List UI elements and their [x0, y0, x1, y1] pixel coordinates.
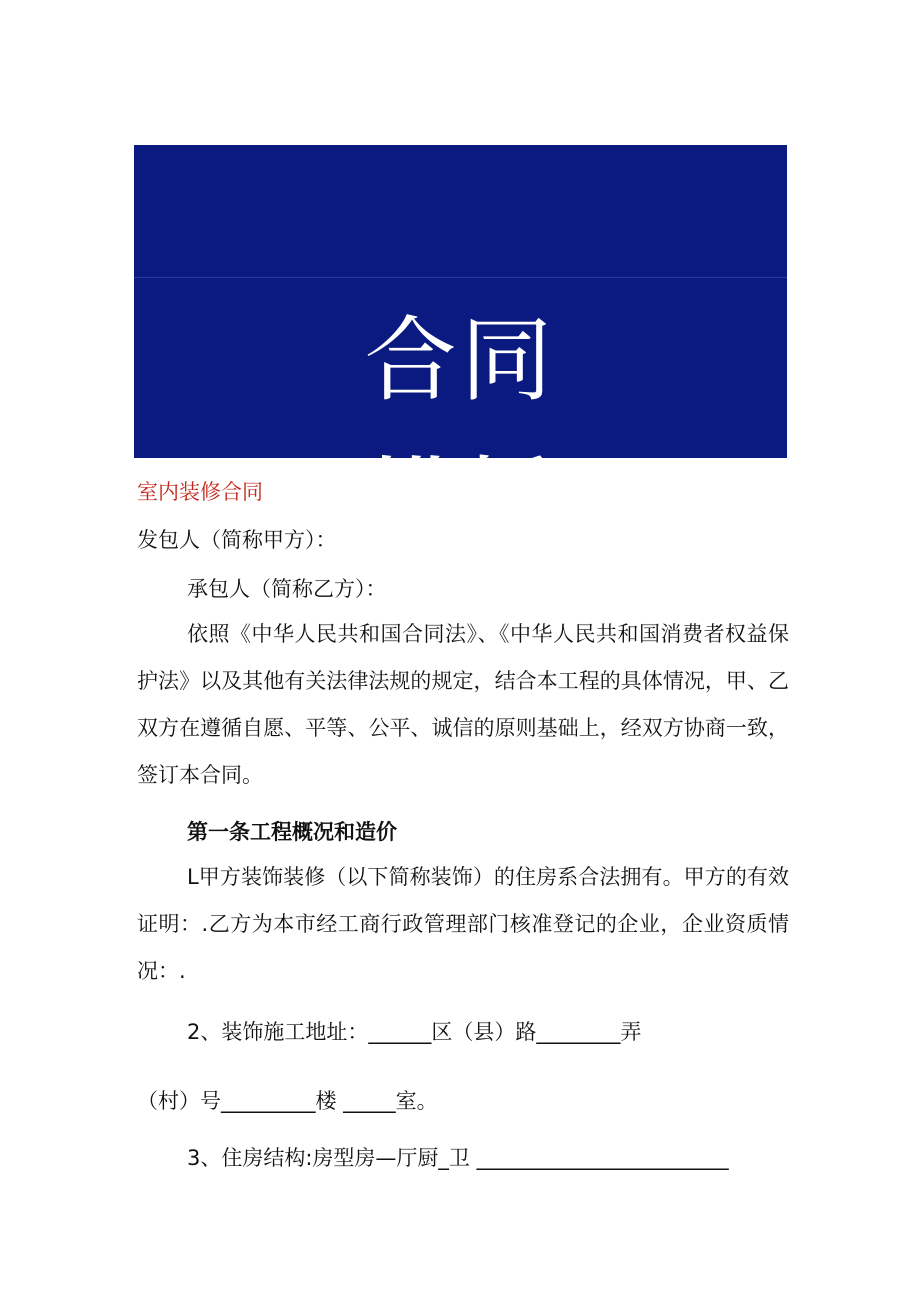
item2-line1: 2、装饰施工地址：______区（县）路________弄 — [187, 1020, 642, 1044]
party-a-line: 发包人（简称甲方）： — [137, 528, 337, 552]
document-title: 室内装修合同 — [137, 480, 263, 504]
cover-divider — [134, 277, 787, 278]
party-b-line: 承包人（简称乙方）： — [187, 577, 387, 601]
intro-paragraph: 依照《中华人民共和国合同法》、《中华人民共和国消费者权益保护法》以及其他有关法律法规的规定，结合本工程的具体情况，甲、乙双方在遵循自愿、平等、公平、诚信的原则基础上，经双方协商一致，签订本合同。 — [137, 622, 789, 787]
article1-heading: 第一条工程概况和造价 — [187, 820, 397, 844]
cover-title-line1: 合同 — [364, 307, 557, 414]
cover-title-line2: 模板 — [364, 447, 557, 554]
item3-line: 3、住房结构:房型房—厅厨_卫 ________________________ — [187, 1146, 729, 1170]
item2-line2: （村）号_________楼 _____室。 — [137, 1089, 438, 1113]
item1-paragraph: L甲方装饰装修（以下简称装饰）的住房系合法拥有。甲方的有效证明：.乙方为本市经工商行政管理部门核准登记的企业，企业资质情况：. — [137, 865, 789, 983]
